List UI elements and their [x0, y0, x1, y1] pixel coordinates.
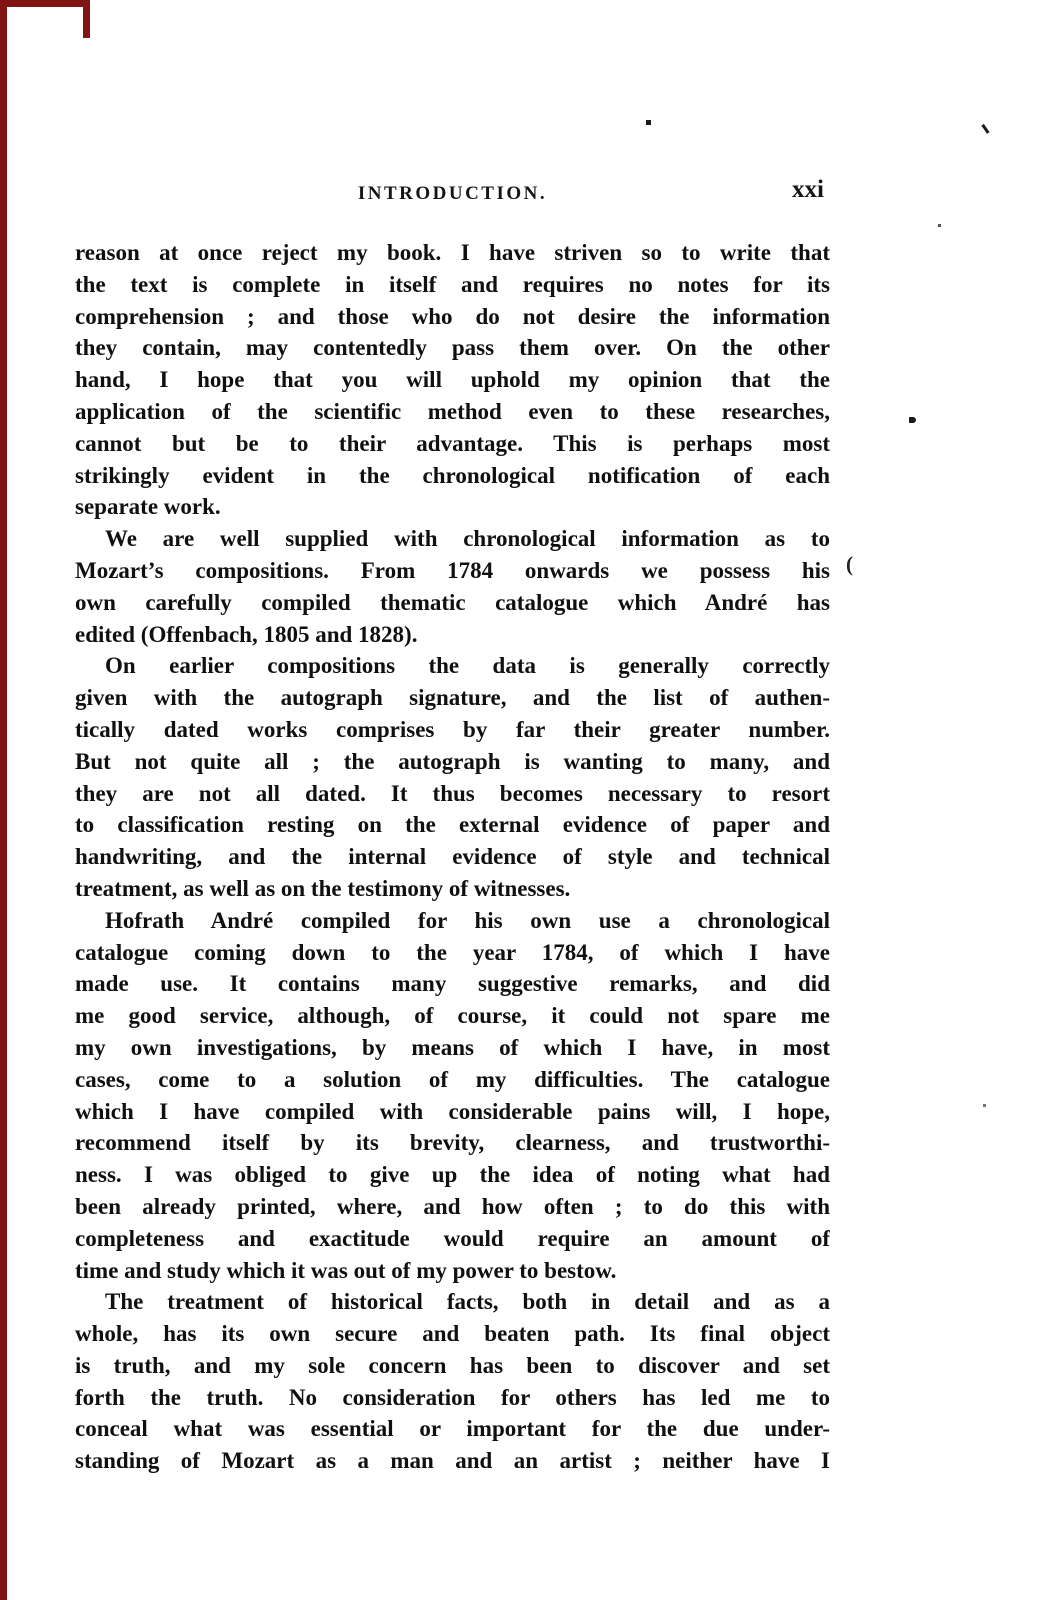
- text-line: treatment, as well as on the testimony of witnesses.: [75, 875, 571, 901]
- text-line: conceal what was essential or important for the due under-: [75, 1416, 830, 1442]
- text-line: time and study which it was out of my power to bestow.: [75, 1257, 617, 1283]
- paragraph: [75, 1286, 830, 1477]
- text-line: reason at once reject my book. I have striven so to write that: [75, 240, 830, 265]
- text-line: The treatment of historical facts, both in detail and as a: [105, 1289, 830, 1315]
- text-line: cannot but be to their advantage. This is perhaps most: [75, 430, 830, 456]
- text-line: edited (Offenbach, 1805 and 1828).: [75, 621, 418, 647]
- text-line: On earlier compositions the data is generally correctly: [105, 653, 830, 679]
- paragraph: [75, 650, 830, 904]
- text-line: completeness and exactitude would require an amount of: [75, 1225, 830, 1251]
- scan-edge-corner-tick: [83, 0, 90, 38]
- text-line: handwriting, and the internal evidence of style and technical: [75, 844, 830, 870]
- text-line: ness. I was obliged to give up the idea of noting what had: [75, 1162, 830, 1188]
- text-line: to classification resting on the external evidence of paper and: [75, 812, 830, 838]
- text-line: recommend itself by its brevity, clearness, and trustworthi-: [75, 1130, 830, 1156]
- text-line: hand, I hope that you will uphold my opinion that the: [75, 367, 830, 393]
- paragraph: [75, 237, 830, 523]
- running-title: INTRODUCTION.: [357, 183, 548, 204]
- margin-paren-mark: (: [846, 552, 853, 576]
- text-line: We are well supplied with chronological information as to: [105, 526, 830, 552]
- text-line: which I have compiled with considerable pains will, I hope,: [75, 1098, 830, 1124]
- scan-edge-top: [0, 0, 90, 7]
- text-line: the text is complete in itself and requires no notes for its: [75, 271, 830, 297]
- scan-speck-dot: [938, 224, 941, 227]
- text-line: own carefully compiled thematic catalogue which André has: [75, 589, 830, 615]
- text-line: they are not all dated. It thus becomes necessary to resort: [75, 780, 830, 806]
- text-line: tically dated works comprises by far their greater number.: [75, 716, 830, 742]
- scan-edge-left: [0, 0, 7, 1600]
- text-line: they contain, may contentedly pass them over. On the other: [75, 335, 830, 361]
- scan-speck-slash: [981, 124, 989, 134]
- text-line: strikingly evident in the chronological notification of each: [75, 462, 830, 488]
- page-header: [75, 178, 830, 210]
- text-line: cases, come to a solution of my difficulties. The catalogue: [75, 1066, 830, 1092]
- text-line: comprehension ; and those who do not desire the information: [75, 303, 830, 329]
- text-line: catalogue coming down to the year 1784, of which I have: [75, 939, 830, 965]
- text-line: But not quite all ; the autograph is wanting to many, and: [75, 748, 830, 774]
- text-line: Hofrath André compiled for his own use a chronological: [105, 907, 830, 933]
- body-text: [75, 237, 830, 1477]
- text-line: Mozart’s compositions. From 1784 onwards we possess his: [75, 557, 830, 583]
- text-line: is truth, and my sole concern has been to discover and set: [75, 1352, 830, 1378]
- scan-speck-dot: [983, 1104, 986, 1107]
- text-line: my own investigations, by means of which I have, in most: [75, 1034, 830, 1060]
- paragraph: [75, 523, 830, 650]
- text-line: application of the scientific method even to these researches,: [75, 398, 830, 424]
- text-line: me good service, although, of course, it could not spare me: [75, 1003, 830, 1029]
- scan-speck-comma: [909, 417, 916, 423]
- text-line: forth the truth. No consideration for others has led me to: [75, 1384, 830, 1410]
- text-line: whole, has its own secure and beaten path. Its final object: [75, 1321, 830, 1347]
- text-line: given with the autograph signature, and the list of authen-: [75, 685, 830, 711]
- text-line: been already printed, where, and how often ; to do this with: [75, 1193, 830, 1219]
- page-number: xxi: [792, 176, 824, 203]
- scan-speck-dot: [646, 120, 651, 125]
- paragraph: [75, 905, 830, 1287]
- text-line: standing of Mozart as a man and an artist ; neither have I: [75, 1448, 830, 1474]
- text-line: separate work.: [75, 494, 221, 520]
- text-line: made use. It contains many suggestive remarks, and did: [75, 971, 830, 997]
